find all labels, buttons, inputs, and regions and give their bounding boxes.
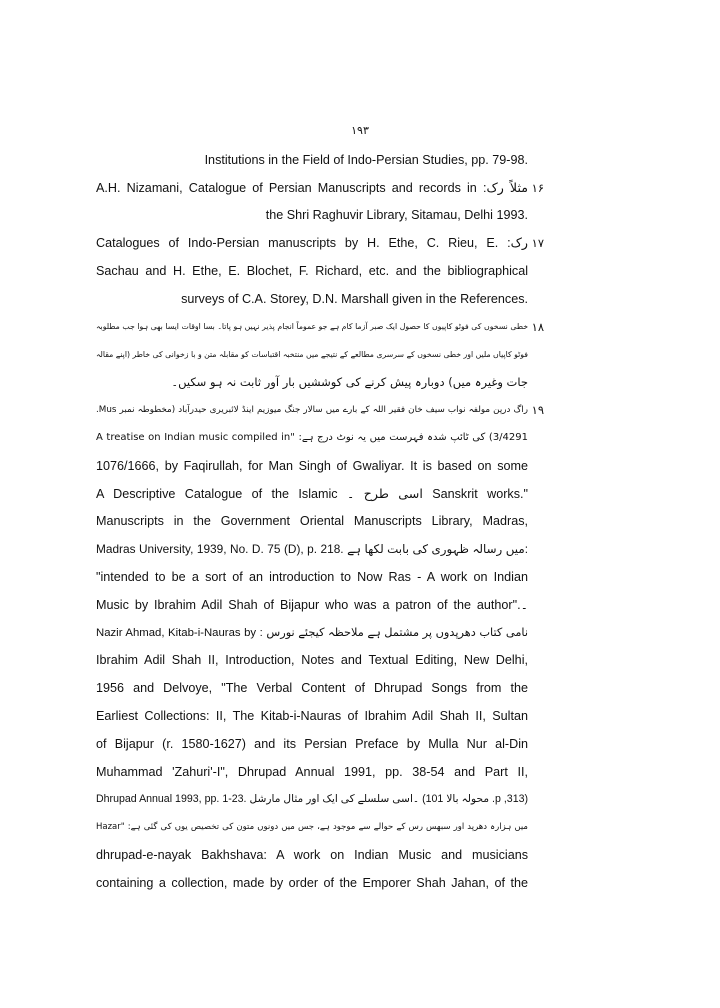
text-line: 1076/1666, by Faqirullah, for Man Singh of Gwaliyar. It is based on some <box>96 459 528 473</box>
mixed-line: Madras University, 1939, No. D. 75 (D), p. 218. میں رسالہ ظہوری کی بابت لکھا ہے: <box>96 542 528 556</box>
footnote-number: ۱۶ <box>531 181 544 195</box>
mixed-line: 3/4291) کی ٹائپ شدہ فہرست میں یہ نوٹ درج ہے: "A treatise on Indian music compiled in <box>96 432 528 443</box>
text-line: Catalogues of Indo-Persian manuscripts by H. Ethe, C. Rieu, E. :رک <box>96 236 528 250</box>
text-line: containing a collection, made by order of the Emporer Shah Jahan, of the <box>96 876 528 890</box>
urdu-line: فوٹو کاپیاں ملیں اور خطی نسخوں کے سرسری مطالعے کے نتیجے میں منتخبہ اقتباسات کو مقابلہ متن و با زخوانی کی خاطر (اپنے مقالہ <box>96 350 528 359</box>
footnote-number: ۱۹ <box>531 403 544 417</box>
text-line: surveys of C.A. Storey, D.N. Marshall given in the References. <box>181 292 528 306</box>
text-line: A.H. Nizamani, Catalogue of Persian Manuscripts and records in :مثلاً رک <box>96 181 528 195</box>
footnote-number: ۱۷ <box>531 236 544 250</box>
text-line: the Shri Raghuvir Library, Sitamau, Delhi 1993. <box>265 208 528 222</box>
mixed-line: میں ہزارہ دھرپد اور سبھس رس کے حوالے سے موجود ہے، جس میں دونوں متون کی تخصیص یوں کی گئی ہے: "Hazar <box>96 822 528 832</box>
urdu-line: خطی نسخوں کی فوٹو کاپیوں کا حصول ایک صبر آزما کام ہے جو عموماً انجام پذیر نہیں ہو پاتا۔ بسا اوقات ایسا بھی ہوا جب مطلوبہ <box>96 322 528 331</box>
text-line: Institutions in the Field of Indo-Persian Studies, pp. 79-98. <box>204 153 528 167</box>
text-line: dhrupad-e-nayak Bakhshava: A work on Indian Music and musicians <box>96 848 528 862</box>
text-line: Sachau and H. Ethe, E. Blochet, F. Richard, etc. and the bibliographical <box>96 264 528 278</box>
text-line: Muhammad 'Zahuri'-I", Dhrupad Annual 1991, pp. 38-54 and Part II, <box>96 765 528 779</box>
urdu-line: راگ درپن مولفہ نواب سیف خان فقیر اللہ کے بارے میں سالار جنگ میوزیم اینڈ لائبریری حیدرآباد (مخطوطہ نمبر Mus. <box>96 405 528 415</box>
footnote-number: ۱۸ <box>531 320 544 334</box>
text-line: 1956 and Delvoye, "The Verbal Content of Dhrupad Songs from the <box>96 681 528 695</box>
text-line: of Bijapur (r. 1580-1627) and its Persian Preface by Mulla Nur al-Din <box>96 737 528 751</box>
text-line: Earliest Collections: II, The Kitab-i-Nauras of Ibrahim Adil Shah II, Sultan <box>96 709 528 723</box>
text-line: Ibrahim Adil Shah II, Introduction, Notes and Textual Editing, New Delhi, <box>96 653 528 667</box>
page-number: ۱۹۳ <box>351 124 369 137</box>
mixed-line: Nazir Ahmad, Kitab-i-Nauras by : نامی کتاب دھرپدوں پر مشتمل ہے ملاحظہ کیجئے نورس <box>96 627 529 639</box>
text-line: "intended to be a sort of an introduction to Now Ras - A work on Indian <box>96 570 528 584</box>
urdu-line: جات وغیرہ میں) دوبارہ پیش کرنے کی کوششیں بار آور ثابت نہ ہو سکیں۔ <box>171 375 528 389</box>
mixed-line: Dhrupad Annual 1993, pp. 1-23. ۔اسی سلسلے کی ایک اور مثال مارشل (محولہ بالا 101 .p ,313) <box>96 793 529 805</box>
text-line: Music by Ibrahim Adil Shah of Bijapur who was a patron of the author".۔ <box>96 598 528 612</box>
text-line: Manuscripts in the Government Oriental Manuscripts Library, Madras, <box>96 514 528 528</box>
text-line: A Descriptive Catalogue of the Islamic اسی طرح ۔ Sanskrit works." <box>96 487 528 501</box>
